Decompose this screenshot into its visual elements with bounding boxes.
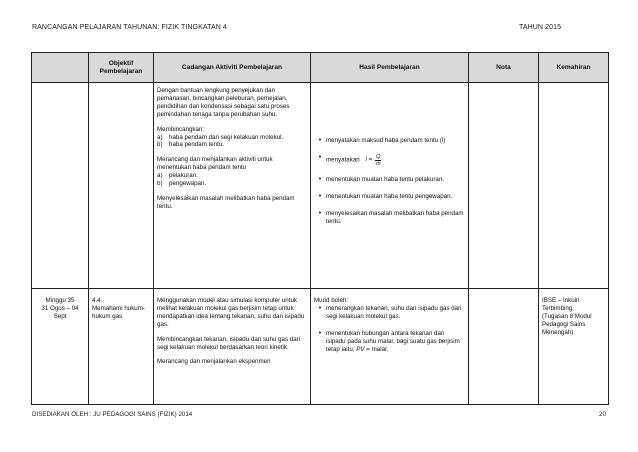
row2-cadangan-paragraph: Merancang dan menjalankan eksperimen xyxy=(157,358,271,366)
list-item xyxy=(314,210,465,226)
list-item xyxy=(314,137,465,145)
column-header-kemahiran: Kemahiran xyxy=(539,53,609,83)
skill-label: IBSE – Inkuiri Terbimbing xyxy=(542,297,580,312)
item-text: pelakuran. xyxy=(169,172,198,180)
boyle-law-text: menentukan hubungan antara tekanan dan isipadu pada suhu malar, bagi suatu gas berjisim tetap iaitu, xyxy=(326,329,460,353)
bullet-icon: • xyxy=(318,137,322,144)
objective-number: 4.4 xyxy=(92,297,101,304)
row2-objektif-cell xyxy=(89,289,154,405)
row1-objektif-cell xyxy=(89,83,154,289)
list-item xyxy=(314,176,465,184)
row2-cadangan-paragraph: Membincangkan tekanan, isipadu dan suhu gas dari segi kelakuan molekul berdasarkan teori kinetik. xyxy=(157,335,301,351)
row1-cadangan-problem-solving: Menyelesaikan masalah melibatkan haba pendam tentu. xyxy=(157,194,295,210)
row1-cadangan-discussion xyxy=(157,126,307,150)
row1-kemahiran-cell xyxy=(539,83,609,289)
item-text: haba pendam tentu. xyxy=(169,141,225,149)
week-date-month: Sept xyxy=(53,312,67,320)
column-header-objektif: Objektif Pembelajaran xyxy=(89,53,154,83)
column-header-hasil: Hasil Pembelajaran xyxy=(311,53,469,83)
bullet-icon: • xyxy=(318,192,322,200)
lesson-plan-table xyxy=(31,52,609,405)
row1-cadangan-paragraph: Dengan bantuan lengkung penyejukan dan pemanasan, bincangkan peleburan, pemejalan, pendidihan dan kondensasi sebagai satu proses pemindahan tenaga tanpa perubahan suhu. xyxy=(157,87,290,118)
column-header-minggu xyxy=(32,53,89,83)
objective-text: Memahami hukum-hukum gas xyxy=(92,304,145,320)
week-date-range: 31 Ogos – 04 xyxy=(41,304,79,312)
discussion-item-a xyxy=(157,134,307,142)
table-row xyxy=(32,289,609,405)
bullet-icon: • xyxy=(318,329,322,337)
item-label: a) xyxy=(157,172,163,180)
table-row xyxy=(32,83,609,289)
skill-reference: (Tugasan 8 Modul Pedagogi Sains Menengah) xyxy=(542,312,592,336)
learning-outcome-intro: Murid boleh: xyxy=(314,297,349,304)
column-header-cadangan: Cadangan Aktiviti Pembelajaran xyxy=(154,53,311,83)
table-header-row xyxy=(32,53,609,83)
list-item xyxy=(314,305,465,321)
item-label: a) xyxy=(157,133,163,141)
week-label: Minggu 35 xyxy=(45,297,75,304)
bullet-icon: • xyxy=(318,153,322,161)
list-item xyxy=(314,193,465,201)
row2-minggu-cell xyxy=(32,289,89,405)
row2-cadangan-paragraph: Menggunakan model atau simulasi komputer untuk melihat kelakuan molekul gas berjisim tetap untuk mendapatkan idea tentang tekanan, suhu dan isipadu gas. xyxy=(157,297,305,328)
list-item-text: menentukan muatan haba tentu pengewapan. xyxy=(326,192,453,200)
row2-hasil-list xyxy=(314,305,465,354)
list-item-text: menyelesaikan masalah melibatkan haba pendam tentu. xyxy=(326,209,464,225)
row1-cadangan-activity xyxy=(157,156,307,188)
row1-hasil-cell xyxy=(311,83,469,289)
activity-intro: Merancang dan menjalankan aktiviti untuk menentukan haba pendam tentu xyxy=(157,156,273,172)
item-text: haba pendam dari segi kelakuan molekul. xyxy=(169,133,284,141)
formula-intro: menyatakan xyxy=(326,156,360,164)
discussion-intro: Membincangkan: xyxy=(157,125,205,133)
row2-kemahiran-cell xyxy=(539,289,609,405)
row1-cadangan-cell xyxy=(154,83,311,289)
row2-cadangan-cell xyxy=(154,289,311,405)
list-item-text xyxy=(326,154,381,167)
item-text: pengewapan. xyxy=(169,180,207,188)
column-header-nota: Nota xyxy=(469,53,539,83)
list-item-text: menyatakan maksud haba pendam tentu (l) xyxy=(326,137,446,144)
boyle-law-end: = malar. xyxy=(366,345,389,353)
document-header-year: TAHUN 2015 xyxy=(519,24,562,31)
discussion-item-b xyxy=(157,141,307,149)
row1-nota-cell xyxy=(469,83,539,289)
item-label: b) xyxy=(157,180,163,188)
list-item-text: menerangkan tekanan, suhu dan isipadu gas dari segi kelakuan molekul gas. xyxy=(326,304,462,320)
document-header-title: RANCANGAN PELAJARAN TAHUNAN: FIZIK TINGKATAN 4 xyxy=(32,24,227,31)
item-label: b) xyxy=(157,141,163,149)
boyle-law-formula: PV xyxy=(356,345,365,353)
formula-numerator: Q xyxy=(376,153,381,160)
bullet-icon: • xyxy=(318,304,322,312)
row2-hasil-cell xyxy=(311,289,469,405)
latent-heat-formula xyxy=(365,154,381,167)
row1-hasil-list xyxy=(314,137,465,226)
formula-lhs: l = xyxy=(365,156,373,164)
page-number: 20 xyxy=(599,411,606,418)
bullet-icon: • xyxy=(318,175,322,183)
list-item-text: menentukan muatan haba tentu pelakuran. xyxy=(326,175,444,183)
row2-nota-cell xyxy=(469,289,539,405)
formula-denominator: m xyxy=(376,160,381,167)
bullet-icon: • xyxy=(318,209,322,217)
row1-minggu-cell xyxy=(32,83,89,289)
list-item xyxy=(314,154,465,167)
document-footer: DISEDIAKAN OLEH : JU PEDAGOGI SAINS (FIZIK) 2014 xyxy=(32,411,193,418)
activity-item-a xyxy=(157,172,307,180)
activity-item-b xyxy=(157,180,307,188)
list-item xyxy=(314,330,465,354)
formula-fraction xyxy=(375,154,381,167)
list-item-text xyxy=(326,330,465,354)
